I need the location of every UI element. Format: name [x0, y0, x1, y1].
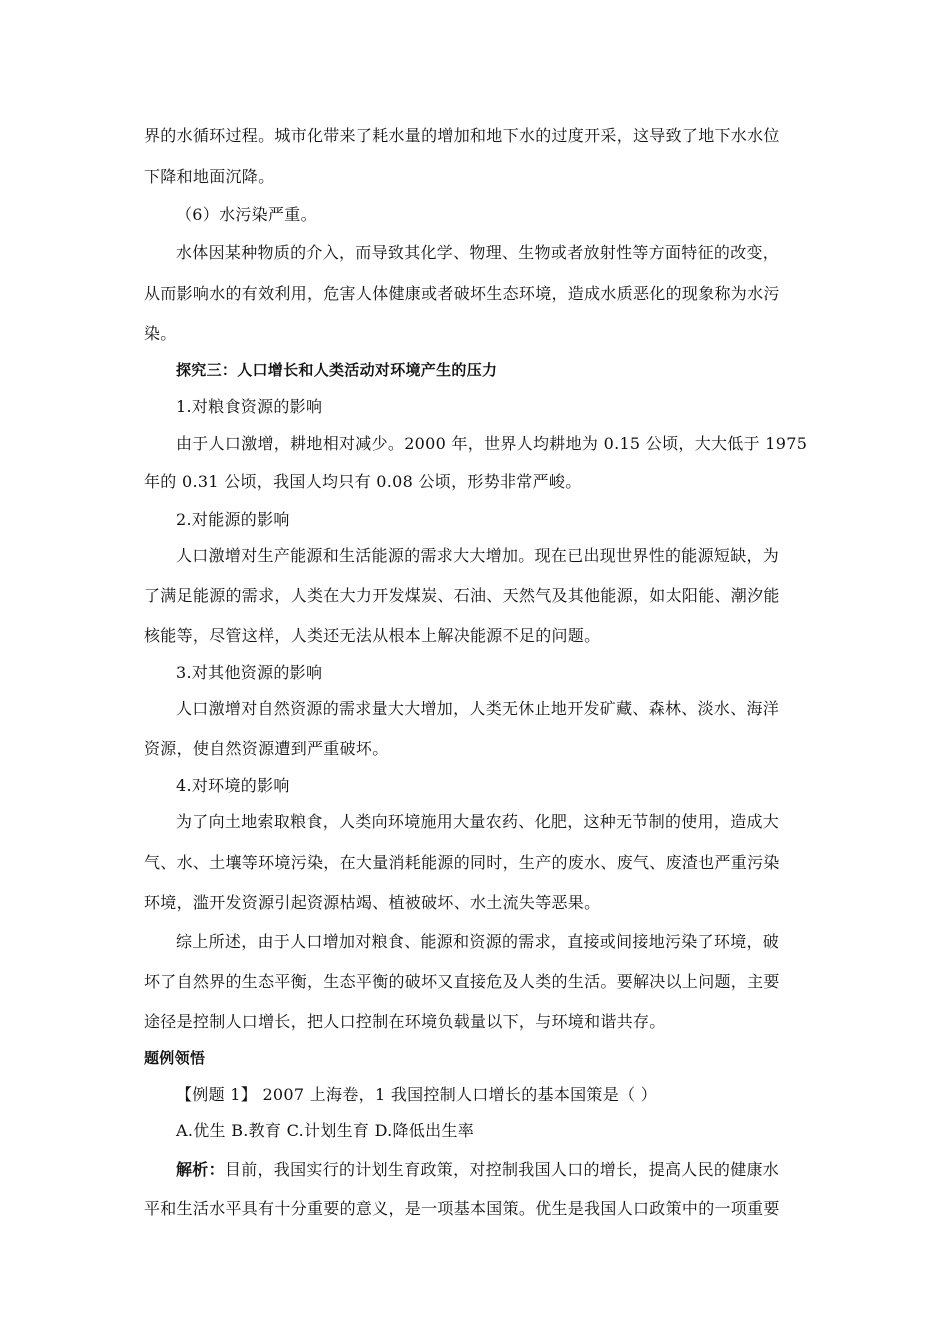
analysis-label: 解析：	[176, 1160, 225, 1179]
subsection-heading: 1.对粮食资源的影响	[176, 397, 323, 416]
paragraph-line: 坏了自然界的生态平衡，生态平衡的破坏又直接危及人类的生活。要解决以上问题，主要	[144, 972, 780, 991]
paragraph-line: 为了向土地索取粮食，人类向环境施用大量农药、化肥，这种无节制的使用，造成大	[176, 812, 780, 831]
paragraph-line: 人口激增对自然资源的需求量大大增加，人类无休止地开发矿藏、森林、淡水、海洋	[176, 699, 780, 718]
paragraph-line: 途径是控制人口增长，把人口控制在环境负载量以下，与环境和谐共存。	[144, 1012, 666, 1031]
example-question: 【例题 1】 2007 上海卷，1 我国控制人口增长的基本国策是（ ）	[176, 1085, 658, 1104]
answer-options: A.优生 B.教育 C.计划生育 D.降低出生率	[176, 1121, 475, 1140]
paragraph-line: 环境，滥开发资源引起资源枯竭、植被破坏、水土流失等恶果。	[144, 893, 601, 912]
paragraph-line: 界的水循环过程。城市化带来了耗水量的增加和地下水的过度开采，这导致了地下水水位	[144, 126, 780, 145]
paragraph-line: 染。	[144, 324, 177, 343]
paragraph-line: 由于人口激增，耕地相对减少。2000 年，世界人均耕地为 0.15 公顷，大大低于 1975	[176, 434, 808, 453]
paragraph-line: 综上所述，由于人口增加对粮食、能源和资源的需求，直接或间接地污染了环境，破	[176, 932, 780, 951]
paragraph-line: 了满足能源的需求，人类在大力开发煤炭、石油、天然气及其他能源，如太阳能、潮汐能	[144, 586, 780, 605]
paragraph-line: 下降和地面沉降。	[144, 167, 275, 186]
paragraph-line: 从而影响水的有效利用，危害人体健康或者破坏生态环境，造成水质恶化的现象称为水污	[144, 284, 780, 303]
analysis-text: 目前，我国实行的计划生育政策，对控制我国人口的增长，提高人民的健康水	[224, 1160, 780, 1179]
subsection-heading: 4.对环境的影响	[176, 776, 290, 795]
paragraph-line: 水体因某种物质的介入，而导致其化学、物理、生物或者放射性等方面特征的改变，	[176, 243, 780, 262]
paragraph-line: 核能等，尽管这样，人类还无法从根本上解决能源不足的问题。	[144, 626, 601, 645]
subsection-heading: 3.对其他资源的影响	[176, 663, 323, 682]
subsection-heading: （6）水污染严重。	[176, 205, 317, 224]
paragraph-line: 平和生活水平具有十分重要的意义，是一项基本国策。优生是我国人口政策中的一项重要	[144, 1199, 780, 1218]
section-heading: 探究三：人口增长和人类活动对环境产生的压力	[176, 361, 498, 379]
paragraph-line: 人口激增对生产能源和生活能源的需求大大增加。现在已出现世界性的能源短缺，为	[176, 546, 780, 565]
section-heading: 题例领悟	[144, 1049, 206, 1067]
paragraph-line: 年的 0.31 公顷，我国人均只有 0.08 公顷，形势非常严峻。	[144, 472, 582, 491]
subsection-heading: 2.对能源的影响	[176, 510, 290, 529]
analysis-line	[176, 1160, 779, 1180]
paragraph-line: 资源，使自然资源遭到严重破坏。	[144, 739, 389, 758]
paragraph-line: 气、水、土壤等环境污染，在大量消耗能源的同时，生产的废水、废气、废渣也严重污染	[144, 853, 780, 872]
